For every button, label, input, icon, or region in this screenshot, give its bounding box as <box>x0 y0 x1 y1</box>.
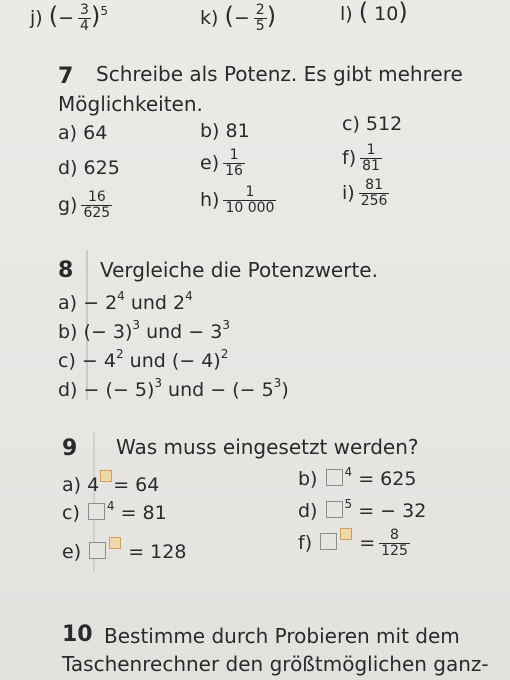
sign: − <box>58 7 75 29</box>
fraction <box>223 148 245 179</box>
term: und (− 4) <box>123 350 221 372</box>
denominator: 10 000 <box>225 200 275 216</box>
base: 4 <box>87 474 100 496</box>
denominator: 81 <box>362 158 380 174</box>
numerator: 3 <box>80 2 89 18</box>
exponent: 4 <box>117 289 125 303</box>
ex8-item-a <box>58 289 193 314</box>
exercise-7-number: 7 <box>58 64 74 89</box>
exponent: 2 <box>220 347 229 361</box>
numerator: 1 <box>366 142 376 158</box>
ex6-item-l <box>340 0 408 26</box>
exercise-9-title: Was muss eingesetzt werden? <box>116 435 419 459</box>
exponent: 4 <box>344 465 353 479</box>
exponent: 5 <box>100 4 108 18</box>
item-label: d) <box>298 500 318 522</box>
item-label: e) <box>200 152 220 174</box>
ex7-item-e <box>200 148 245 179</box>
exercise-8-number: 8 <box>58 258 74 283</box>
term: = 81 <box>114 502 167 524</box>
item-label: k) <box>200 7 219 29</box>
item-label: b) <box>298 468 318 490</box>
ex7-item-i <box>342 178 389 209</box>
item-label: i) <box>342 182 355 204</box>
item-label: c) <box>342 113 360 135</box>
term: = − 32 <box>352 500 427 522</box>
open-paren: ( <box>224 2 234 30</box>
item-label: j) <box>30 7 43 29</box>
ex7-item-c <box>342 113 402 135</box>
ex9-item-e <box>62 537 186 563</box>
blank-base-box <box>88 503 105 520</box>
denominator: 5 <box>255 18 265 34</box>
item-label: l) <box>340 3 353 25</box>
fraction <box>379 528 410 559</box>
term: und 2 <box>124 292 186 314</box>
term: = 64 <box>113 474 160 496</box>
exercise-9-number: 9 <box>62 436 78 461</box>
item-label: a) <box>58 122 78 144</box>
value: 512 <box>365 113 403 135</box>
term: − (− 5) <box>83 379 155 401</box>
exercise-7-title-line2: Möglichkeiten. <box>58 92 203 116</box>
numerator: 8 <box>390 527 399 543</box>
term: − 4 <box>81 350 116 372</box>
item-label: f) <box>298 532 313 554</box>
fraction <box>359 178 390 209</box>
exponent: 4 <box>106 499 115 513</box>
denominator: 625 <box>83 205 111 221</box>
item-label: d) <box>58 157 78 179</box>
value: 10 <box>374 3 399 25</box>
term: − 2 <box>83 292 118 314</box>
numerator: 16 <box>87 189 106 205</box>
numerator: 81 <box>365 177 383 193</box>
item-label: b) <box>200 120 220 142</box>
term: und − (− 5 <box>162 379 274 401</box>
exponent: 3 <box>222 318 230 332</box>
item-label: b) <box>58 321 78 343</box>
exponent: 3 <box>132 318 141 332</box>
ex9-item-d <box>298 497 427 522</box>
exponent: 2 <box>115 347 124 361</box>
ex7-item-f <box>342 143 382 174</box>
exponent: 3 <box>154 376 163 390</box>
fraction <box>81 190 112 221</box>
item-label: c) <box>62 502 80 524</box>
exercise-10-title-line1: Bestimme durch Probieren mit dem <box>104 624 460 648</box>
numerator: 1 <box>229 147 239 163</box>
item-label: d) <box>58 379 78 401</box>
numerator: 1 <box>245 184 255 200</box>
close-paren: ) <box>90 2 101 30</box>
ex7-item-h <box>200 185 276 216</box>
denominator: 16 <box>225 163 243 179</box>
term: = 128 <box>122 541 187 563</box>
blank-base-box <box>89 542 106 559</box>
blank-exponent-box <box>340 528 352 540</box>
close-paren: ) <box>266 2 277 30</box>
blank-base-box <box>320 533 337 550</box>
blank-exponent-box <box>109 537 121 549</box>
sign: − <box>233 7 250 29</box>
item-label: e) <box>62 541 82 563</box>
numerator: 2 <box>255 2 265 18</box>
ex6-item-k <box>200 2 276 34</box>
open-paren: ( <box>358 0 369 26</box>
exercise-7-title-line1: Schreibe als Potenz. Es gibt mehrere <box>96 62 463 86</box>
open-paren: ( <box>48 2 59 30</box>
value: 81 <box>225 120 250 142</box>
term: ) <box>281 379 289 401</box>
fraction <box>78 3 91 34</box>
ex9-item-f <box>298 528 410 559</box>
fraction <box>223 185 276 216</box>
fraction <box>254 3 267 34</box>
exercise-8-title: Vergleiche die Potenzwerte. <box>100 258 378 282</box>
ex8-item-d <box>58 376 289 401</box>
item-label: h) <box>200 189 220 211</box>
ex8-item-c <box>58 347 229 372</box>
ex6-item-j <box>30 2 108 34</box>
denominator: 125 <box>381 543 408 559</box>
exponent: 5 <box>344 497 353 511</box>
blank-base-box <box>326 501 343 518</box>
exercise-10-number: 10 <box>62 622 93 647</box>
blank-exponent-box <box>100 470 112 482</box>
term: = 625 <box>352 468 417 490</box>
ex9-item-b <box>298 465 417 490</box>
item-label: a) <box>62 474 82 496</box>
blank-base-box <box>326 469 343 486</box>
item-label: a) <box>58 292 78 314</box>
item-label: g) <box>58 194 78 216</box>
exponent: 3 <box>273 376 282 390</box>
ex9-item-c <box>62 499 167 524</box>
ex7-item-d <box>58 157 120 179</box>
denominator: 256 <box>360 193 388 209</box>
value: 64 <box>83 122 108 144</box>
exponent: 4 <box>185 289 193 303</box>
item-label: c) <box>58 350 76 372</box>
denominator: 4 <box>80 18 89 34</box>
ex7-item-a <box>58 122 107 144</box>
ex8-item-b <box>58 318 230 343</box>
term: (− 3) <box>83 321 133 343</box>
exercise-10-title-line2: Taschenrechner den größtmöglichen ganz- <box>62 652 489 676</box>
item-label: f) <box>342 147 357 169</box>
close-paren: ) <box>398 0 408 26</box>
fraction <box>360 143 382 174</box>
value: 625 <box>83 157 120 179</box>
ex7-item-g <box>58 190 112 221</box>
ex7-item-b <box>200 120 250 142</box>
term: = <box>353 532 376 554</box>
term: und − 3 <box>140 321 223 343</box>
ex9-item-a <box>62 470 159 496</box>
